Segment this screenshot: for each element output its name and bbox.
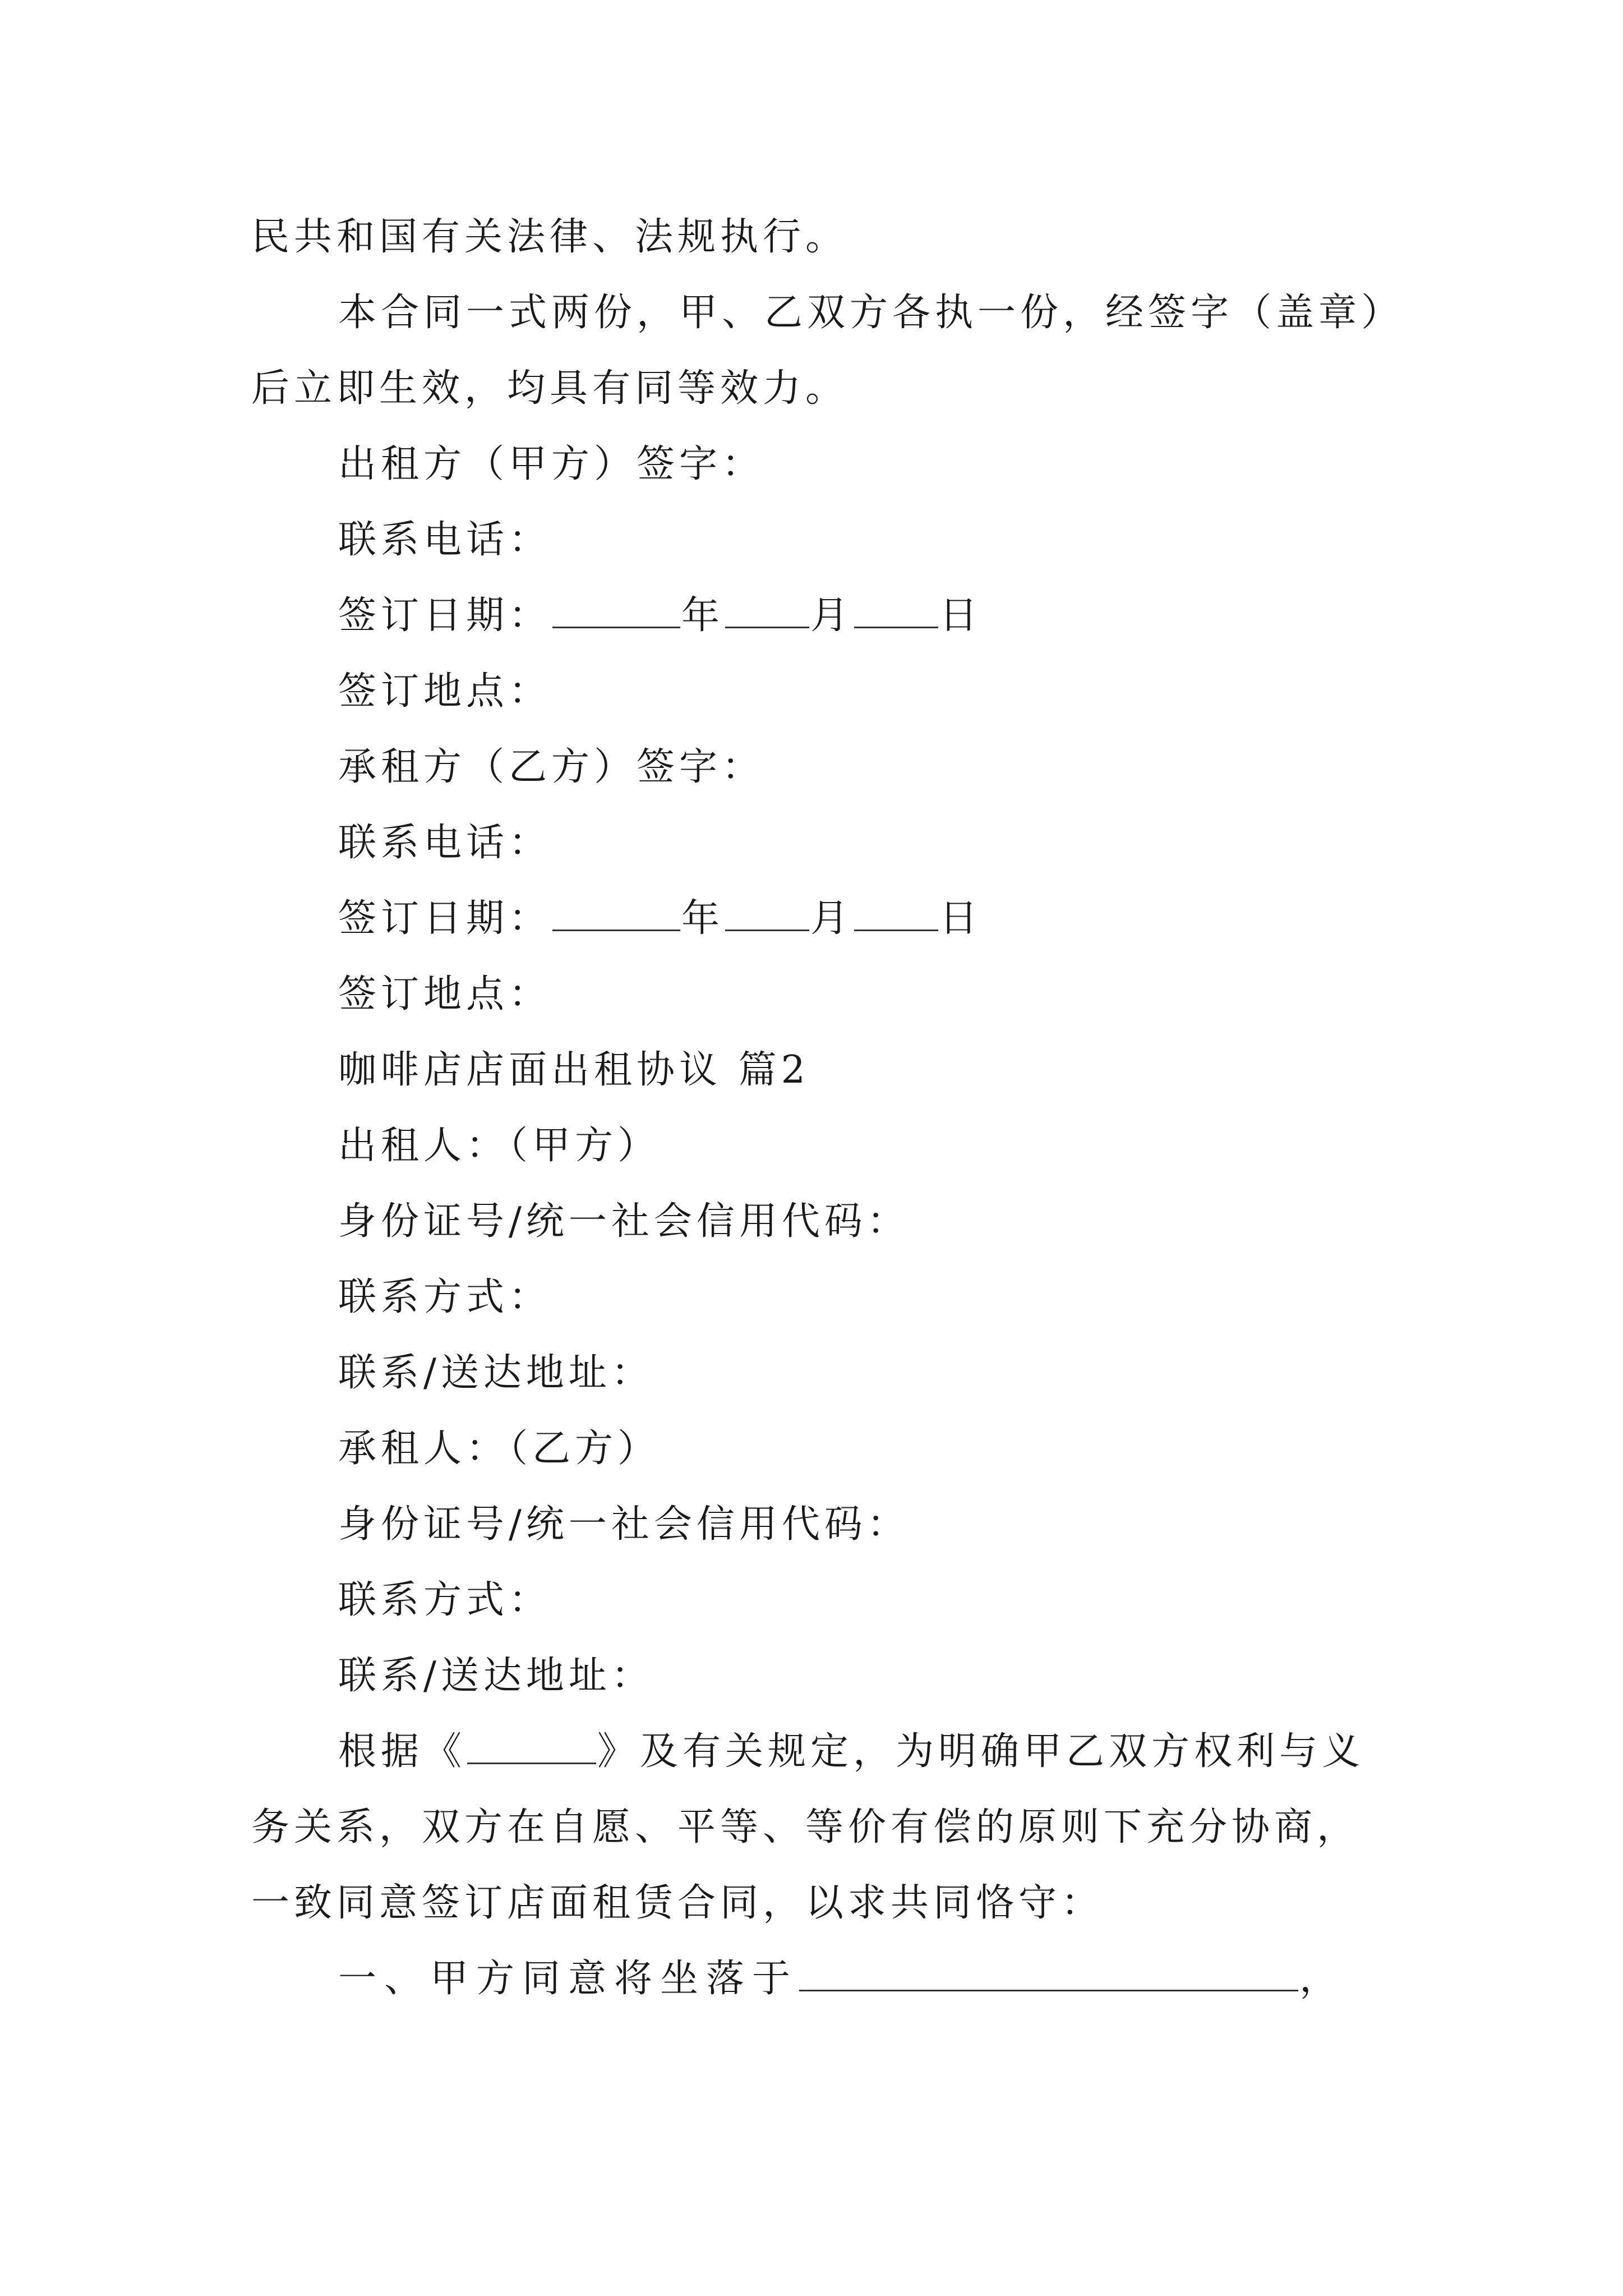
text: 民共和国有关法律、法规执行。 <box>251 215 849 259</box>
text: 联系/送达地址： <box>338 1654 654 1698</box>
text: 联系/送达地址： <box>338 1351 654 1395</box>
lessee-phone-line <box>338 818 551 868</box>
paragraph-line <box>251 212 848 263</box>
text: 联系方式： <box>338 1578 552 1622</box>
year-label: 年 <box>681 593 725 638</box>
text: 联系方式： <box>338 1275 552 1319</box>
lessor-party-line <box>338 1121 660 1171</box>
year-label: 年 <box>681 896 725 941</box>
lessee-id-line <box>338 1499 910 1550</box>
month-label: 月 <box>810 896 854 941</box>
text: 联系电话： <box>338 821 552 865</box>
text: 出租方（甲方）签字： <box>338 442 765 486</box>
lessee-date-line <box>338 894 982 944</box>
lessor-address-line <box>338 1348 654 1398</box>
paragraph-line <box>251 1878 1104 1929</box>
lessor-signature-line <box>338 439 764 490</box>
paragraph-line <box>251 364 848 414</box>
text: 签订地点： <box>338 972 552 1016</box>
text: 根据《 <box>338 1729 467 1774</box>
text: 务关系，双方在自愿、平等、等价有偿的原则下充分协商， <box>251 1805 1360 1849</box>
text: 身份证号/统一社会信用代码： <box>338 1199 910 1244</box>
lessee-signature-line <box>338 742 764 793</box>
day-blank <box>854 895 938 931</box>
text: 后立即生效，均具有同等效力。 <box>251 366 849 411</box>
text: 身份证号/统一社会信用代码： <box>338 1502 910 1547</box>
text: 咖啡店店面出租协议 篇2 <box>338 1048 810 1092</box>
month-blank <box>725 592 809 628</box>
day-label: 日 <box>939 896 983 941</box>
text: 一致同意签订店面租赁合同，以求共同恪守： <box>251 1881 1104 1925</box>
text: 》及有关规定，为明确甲乙双方权利与义 <box>597 1729 1365 1774</box>
paragraph-line <box>251 1802 1359 1853</box>
text: 一、甲方同意将坐落于 <box>338 1957 799 2001</box>
text: 承租方（乙方）签字： <box>338 745 765 789</box>
law-name-blank <box>467 1728 596 1764</box>
text: 联系电话： <box>338 518 552 562</box>
year-blank <box>552 895 680 931</box>
lessee-address-line <box>338 1651 654 1701</box>
text: 签订地点： <box>338 669 552 714</box>
paragraph-line <box>338 288 1404 338</box>
text: ， <box>1299 1957 1346 2001</box>
text: 签订日期： <box>338 896 552 941</box>
day-label: 日 <box>939 593 983 638</box>
month-label: 月 <box>810 593 854 638</box>
lessor-phone-line <box>338 515 551 565</box>
year-blank <box>552 592 680 628</box>
clause-line <box>338 1954 1345 2004</box>
lessee-party-line <box>338 1424 660 1474</box>
month-blank <box>725 895 809 931</box>
lessor-contact-line <box>338 1272 551 1323</box>
lessee-contact-line <box>338 1575 551 1626</box>
text: 签订日期： <box>338 593 552 638</box>
text: 出租人：（甲方） <box>338 1124 661 1168</box>
lessor-place-line <box>338 666 551 717</box>
day-blank <box>854 592 938 628</box>
lessee-place-line <box>338 969 551 1020</box>
section-title <box>338 1045 810 1096</box>
lessor-id-line <box>338 1197 910 1247</box>
text: 承租人：（乙方） <box>338 1427 661 1471</box>
text: 本合同一式两份，甲、乙双方各执一份，经签字（盖章） <box>338 291 1404 335</box>
lessor-date-line <box>338 591 982 641</box>
location-blank <box>799 1955 1298 1991</box>
paragraph-line <box>338 1727 1364 1777</box>
